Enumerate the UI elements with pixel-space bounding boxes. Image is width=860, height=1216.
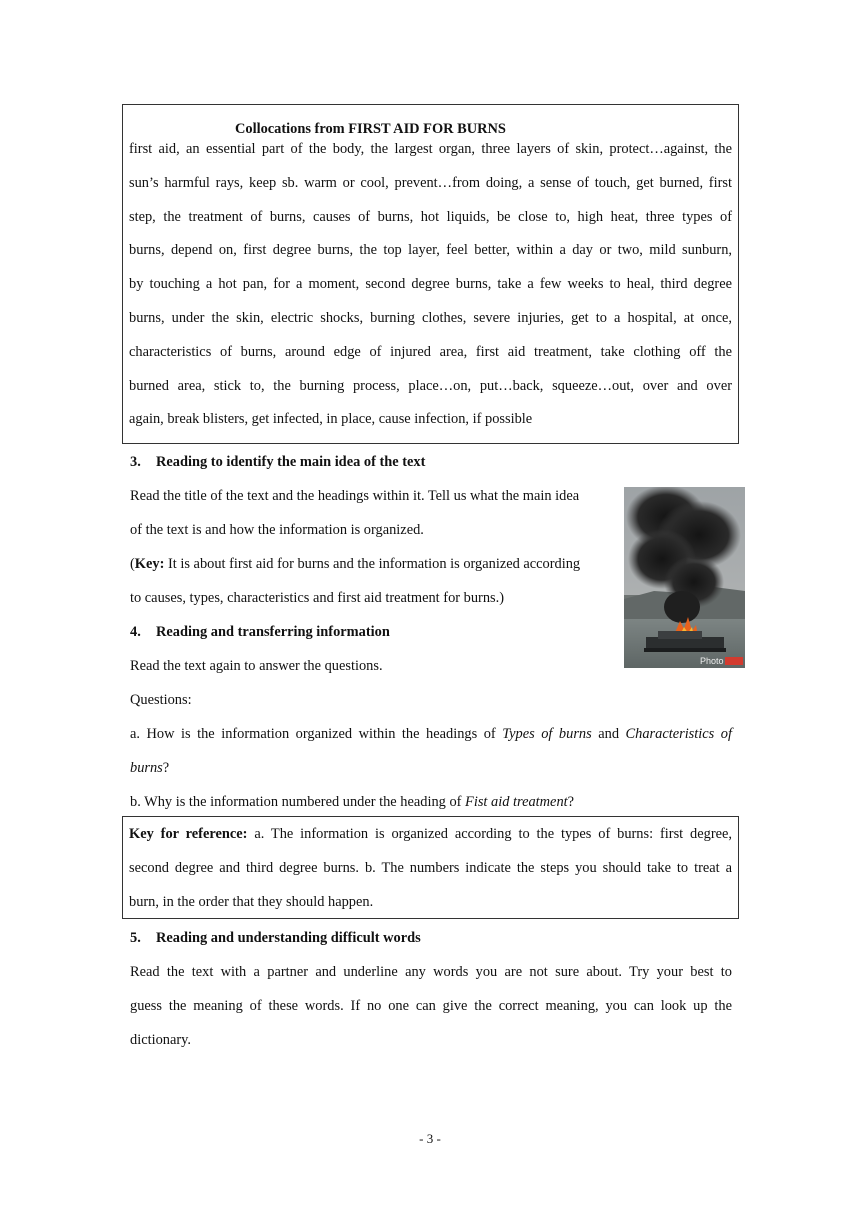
question-b: b. Why is the information numbered under the heading of Fist aid treatment? xyxy=(130,794,575,810)
photo-watermark: Photo xyxy=(700,656,724,666)
question-a: a. How is the information organized within the headings of Types of burns and Characteristics of xyxy=(130,726,732,742)
section-3-number: 3. xyxy=(130,454,141,470)
section-4-heading xyxy=(130,622,732,642)
collocation-line: first aid, an essential part of the body, the largest organ, three layers of skin, protect…against, the xyxy=(129,141,732,157)
key-reference-box xyxy=(122,816,739,919)
section-4-title: Reading and transferring information xyxy=(156,624,390,640)
collocation-line: again, break blisters, get infected, in place, cause infection, if possible xyxy=(129,411,533,428)
section-5-text: guess the meaning of these words. If no one can give the correct meaning, you can look up the xyxy=(130,998,732,1014)
key-reference-label: Key for reference: xyxy=(129,826,248,842)
section-5-title: Reading and understanding difficult words xyxy=(156,930,421,946)
section-5-text: dictionary. xyxy=(130,1032,192,1048)
collocation-line: sun’s harmful rays, keep sb. warm or cool, prevent…from doing, a sense of touch, get burned, first xyxy=(129,174,732,191)
question-a-cont: burns? xyxy=(130,760,170,776)
section-5-heading xyxy=(130,928,732,948)
section-4-intro: Read the text again to answer the questions. xyxy=(130,658,383,674)
key-reference-line: burn, in the order that they should happen. xyxy=(129,894,374,910)
collocations-title: Collocations from FIRST AID FOR BURNS xyxy=(235,121,506,137)
collocations-box xyxy=(122,104,739,444)
section-5-text: Read the text with a partner and underline any words you are not sure about. Try your best to xyxy=(130,964,732,980)
key-reference-line: Key for reference: a. The information is organized according to the types of burns: first degree, xyxy=(129,826,732,842)
section-3-heading xyxy=(130,452,732,472)
page-number: - 3 - xyxy=(419,1131,441,1146)
collocation-line: burns, under the skin, electric shocks, burning clothes, severe injuries, get to a hospital, at once, xyxy=(129,309,732,326)
collocation-line: burned area, stick to, the burning process, place…on, put…back, squeeze…out, over and over xyxy=(129,377,732,394)
questions-label: Questions: xyxy=(130,692,192,708)
key-label: Key: xyxy=(134,556,165,572)
collocation-line: characteristics of burns, around edge of injured area, first aid treatment, take clothing off the xyxy=(129,343,732,360)
section-4-number: 4. xyxy=(130,624,141,640)
collocation-line: by touching a hot pan, for a moment, second degree burns, take a few weeks to heal, third degree xyxy=(129,276,732,293)
section-5-number: 5. xyxy=(130,930,141,946)
section-3-key: (Key: It is about first aid for burns and the information is organized according xyxy=(130,556,581,572)
section-3-key-cont: to causes, types, characteristics and first aid treatment for burns.) xyxy=(130,590,505,606)
collocation-line: burns, depend on, first degree burns, the top layer, feel better, within a day or two, mild sunburn, xyxy=(129,242,732,259)
collocation-line: step, the treatment of burns, causes of burns, hot liquids, be close to, high heat, three types of xyxy=(129,208,732,225)
key-reference-line: second degree and third degree burns. b. The numbers indicate the steps you should take to treat a xyxy=(129,860,732,876)
section-3-text: of the text is and how the information is organized. xyxy=(130,522,424,538)
section-3-title: Reading to identify the main idea of the text xyxy=(156,454,426,470)
section-3-text: Read the title of the text and the headings within it. Tell us what the main idea xyxy=(130,488,580,504)
